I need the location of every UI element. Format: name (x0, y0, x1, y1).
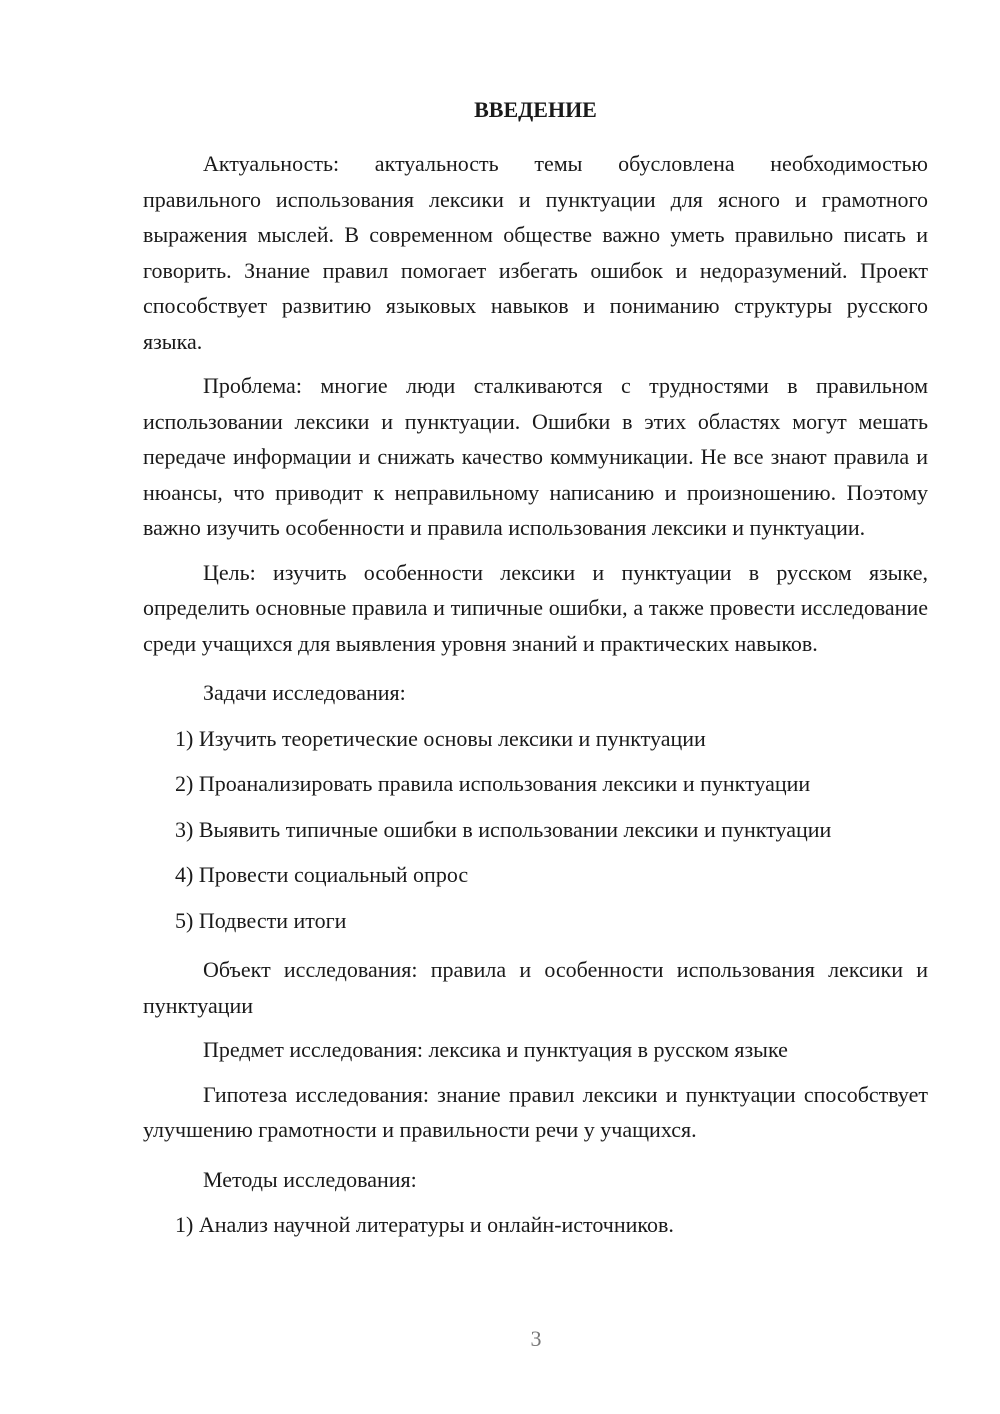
object-paragraph: Объект исследования: правила и особенности использования лексики и пунктуации (143, 957, 928, 1018)
task-item: 2) Проанализировать правила использования лексики и пунктуации (175, 771, 811, 796)
page-content (143, 93, 928, 1248)
task-item: 3) Выявить типичные ошибки в использовании лексики и пунктуации (175, 816, 832, 842)
relevance-paragraph: Актуальность: актуальность темы обусловлена необходимостью правильного использования лексики и пунктуации для ясного и грамотного выражения мыслей. В современном обществе важно уметь правильно писать и говорить. Знание правил помогает избегать ошибок и недоразумений. Проект способствует развитию языковых навыков и пониманию структуры русского языка. (143, 151, 928, 354)
hypothesis-paragraph: Гипотеза исследования: знание правил лексики и пунктуации способствует улучшению грамотности и правильности речи у учащихся. (143, 1081, 928, 1142)
task-item: 1) Изучить теоретические основы лексики и пунктуации (175, 725, 706, 751)
page-number: 3 (530, 1326, 542, 1351)
section-title: ВВЕДЕНИЕ (474, 97, 597, 122)
tasks-heading: Задачи исследования: (203, 680, 406, 705)
task-item: 5) Подвести итоги (175, 907, 347, 933)
methods-heading: Методы исследования: (203, 1166, 417, 1192)
problem-paragraph: Проблема: многие люди сталкиваются с трудностями в правильном использовании лексики и пунктуации. Ошибки в этих областях могут мешать передаче информации и снижать качество коммуникации. Не все знают правила и нюансы, что приводит к неправильному написанию и произношению. Поэтому важно изучить особенности и правила использования лексики и пунктуации. (143, 373, 928, 540)
subject-paragraph: Предмет исследования: лексика и пунктуация в русском языке (203, 1037, 788, 1062)
method-item: 1) Анализ научной литературы и онлайн-источников. (175, 1212, 674, 1237)
task-item: 4) Провести социальный опрос (175, 862, 469, 887)
goal-paragraph: Цель: изучить особенности лексики и пунктуации в русском языке, определить основные правила и типичные ошибки, а также провести исследование среди учащихся для выявления уровня знаний и практических навыков. (143, 559, 928, 656)
